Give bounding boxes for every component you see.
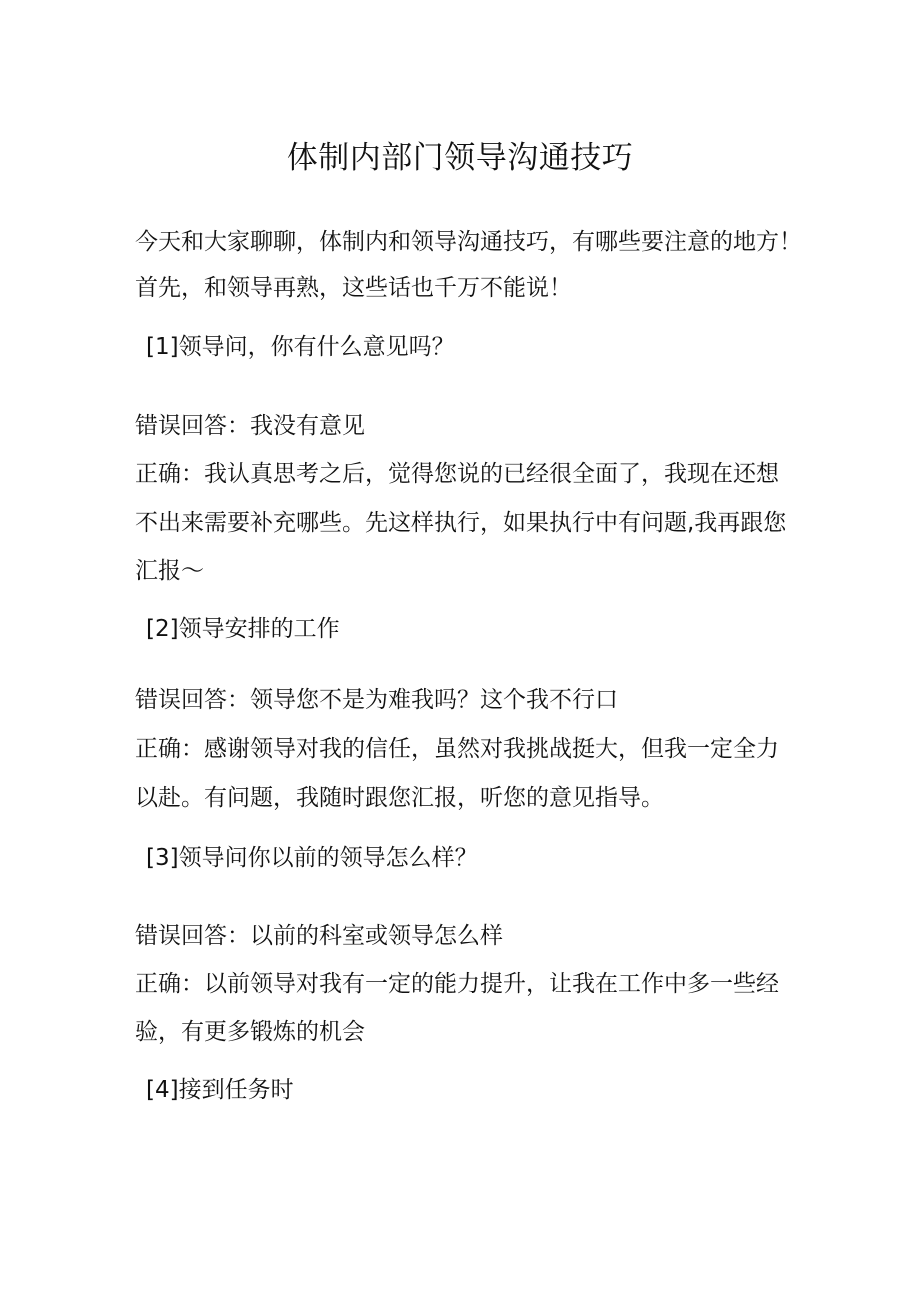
section-2-right-line-1: 正确：感谢领导对我的信任，虽然对我挑战挺大，但我一定全力 [135,736,779,762]
intro-line-1: 今天和大家聊聊，体制内和领导沟通技巧，有哪些要注意的地方！ [135,229,802,255]
intro-line-2: 首先，和领导再熟，这些话也千万不能说！ [135,275,572,301]
section-3-right-line-2: 验，有更多锻炼的机会 [135,1019,365,1045]
document-title: 体制内部门领导沟通技巧 [286,140,634,176]
section-3-heading: [3]领导问你以前的领导怎么样？ [146,845,478,871]
section-1-right-line-3: 汇报〜 [135,558,204,584]
section-2-right-line-2: 以赴。有问题，我随时跟您汇报，听您的意见指导。 [135,785,664,811]
section-3-right-line-1: 正确：以前领导对我有一定的能力提升，让我在工作中多一些经 [135,971,779,997]
section-1-right-line-1: 正确：我认真思考之后，觉得您说的已经很全面了，我现在还想 [135,461,779,487]
section-2-heading: [2]领导安排的工作 [146,616,340,642]
section-1-wrong-answer: 错误回答：我没有意见 [135,413,365,439]
section-2-wrong-answer: 错误回答：领导您不是为难我吗？这个我不行口 [135,687,618,713]
section-1-heading: [1]领导问，你有什么意见吗？ [146,334,455,360]
section-4-heading: [4]接到任务时 [146,1077,294,1103]
section-1-right-line-2: 不出来需要补充哪些。先这样执行，如果执行中有问题,我再跟您 [135,510,787,536]
section-3-wrong-answer: 错误回答：以前的科室或领导怎么样 [135,923,503,949]
